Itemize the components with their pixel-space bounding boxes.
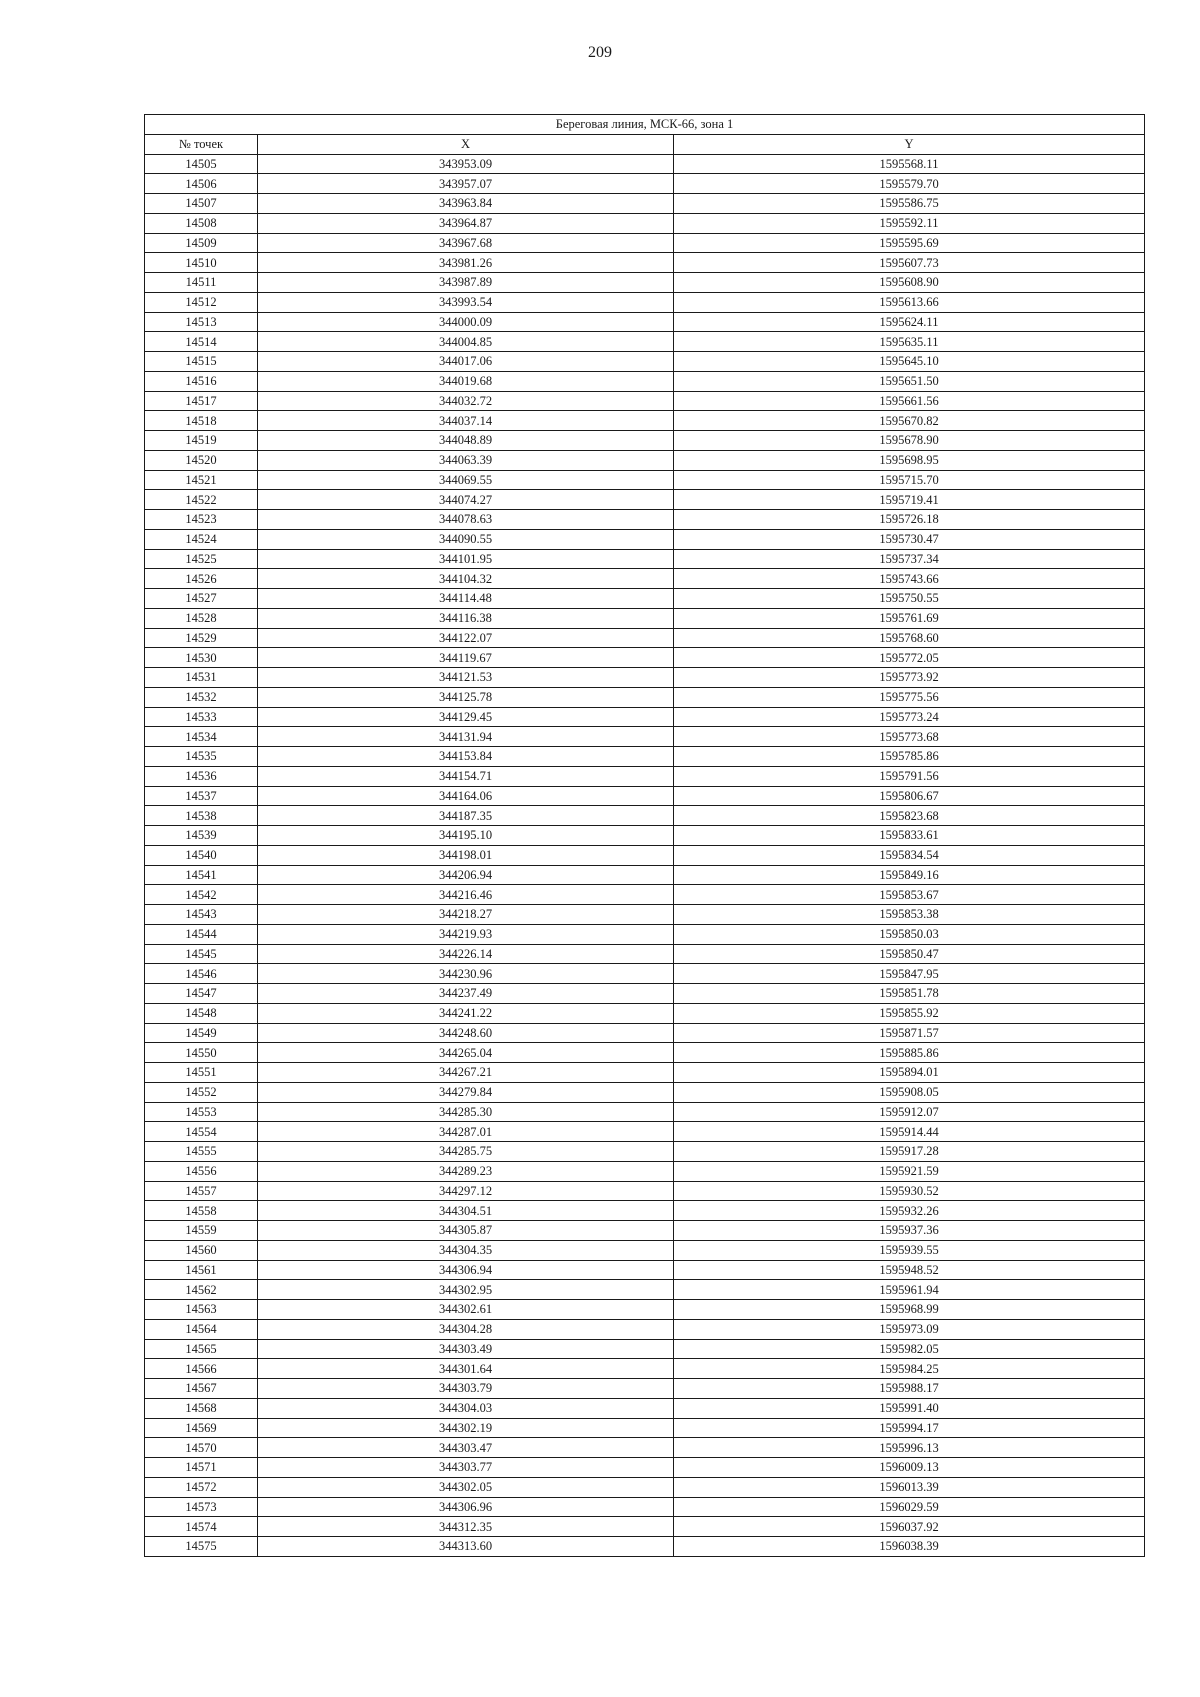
cell-point-number: 14515 xyxy=(145,352,258,372)
table-row xyxy=(145,411,1145,431)
cell-point-number: 14559 xyxy=(145,1221,258,1241)
table-body xyxy=(145,154,1145,1556)
cell-point-number: 14512 xyxy=(145,292,258,312)
table-row xyxy=(145,213,1145,233)
cell-x: 344216.46 xyxy=(258,885,674,905)
cell-y: 1595624.11 xyxy=(674,312,1145,332)
table-row xyxy=(145,371,1145,391)
cell-x: 344198.01 xyxy=(258,845,674,865)
table-row xyxy=(145,648,1145,668)
cell-point-number: 14536 xyxy=(145,766,258,786)
cell-y: 1595849.16 xyxy=(674,865,1145,885)
cell-x: 344285.30 xyxy=(258,1102,674,1122)
table-row xyxy=(145,1537,1145,1557)
cell-y: 1595773.68 xyxy=(674,727,1145,747)
cell-x: 343987.89 xyxy=(258,273,674,293)
table-row xyxy=(145,727,1145,747)
table-row xyxy=(145,905,1145,925)
cell-x: 344129.45 xyxy=(258,707,674,727)
cell-point-number: 14553 xyxy=(145,1102,258,1122)
cell-y: 1595847.95 xyxy=(674,964,1145,984)
cell-x: 344101.95 xyxy=(258,549,674,569)
cell-point-number: 14505 xyxy=(145,154,258,174)
cell-x: 344017.06 xyxy=(258,352,674,372)
table-row xyxy=(145,154,1145,174)
cell-x: 344032.72 xyxy=(258,391,674,411)
table-row xyxy=(145,845,1145,865)
cell-y: 1595917.28 xyxy=(674,1142,1145,1162)
table-row xyxy=(145,253,1145,273)
cell-x: 344116.38 xyxy=(258,608,674,628)
cell-x: 344304.03 xyxy=(258,1398,674,1418)
cell-x: 344063.39 xyxy=(258,450,674,470)
cell-point-number: 14532 xyxy=(145,687,258,707)
table-row xyxy=(145,1102,1145,1122)
table-row xyxy=(145,589,1145,609)
cell-x: 344312.35 xyxy=(258,1517,674,1537)
cell-point-number: 14545 xyxy=(145,944,258,964)
table-row xyxy=(145,786,1145,806)
cell-point-number: 14535 xyxy=(145,747,258,767)
cell-point-number: 14521 xyxy=(145,470,258,490)
cell-point-number: 14528 xyxy=(145,608,258,628)
cell-y: 1595785.86 xyxy=(674,747,1145,767)
cell-x: 344303.77 xyxy=(258,1458,674,1478)
page-number: 209 xyxy=(588,44,612,61)
cell-x: 344302.19 xyxy=(258,1418,674,1438)
cell-y: 1595853.38 xyxy=(674,905,1145,925)
cell-x: 344131.94 xyxy=(258,727,674,747)
cell-x: 344313.60 xyxy=(258,1537,674,1557)
cell-x: 344301.64 xyxy=(258,1359,674,1379)
cell-y: 1596009.13 xyxy=(674,1458,1145,1478)
cell-y: 1595806.67 xyxy=(674,786,1145,806)
table-row xyxy=(145,1082,1145,1102)
table-row xyxy=(145,1339,1145,1359)
table-row xyxy=(145,1517,1145,1537)
table-row xyxy=(145,1300,1145,1320)
cell-point-number: 14567 xyxy=(145,1379,258,1399)
cell-y: 1595968.99 xyxy=(674,1300,1145,1320)
table-row xyxy=(145,470,1145,490)
cell-y: 1595914.44 xyxy=(674,1122,1145,1142)
cell-y: 1595730.47 xyxy=(674,529,1145,549)
table-row xyxy=(145,964,1145,984)
cell-x: 344090.55 xyxy=(258,529,674,549)
cell-point-number: 14543 xyxy=(145,905,258,925)
table-row xyxy=(145,826,1145,846)
cell-point-number: 14574 xyxy=(145,1517,258,1537)
cell-y: 1596029.59 xyxy=(674,1497,1145,1517)
cell-point-number: 14568 xyxy=(145,1398,258,1418)
table-row xyxy=(145,1023,1145,1043)
cell-point-number: 14525 xyxy=(145,549,258,569)
cell-y: 1595912.07 xyxy=(674,1102,1145,1122)
cell-point-number: 14563 xyxy=(145,1300,258,1320)
table-row xyxy=(145,332,1145,352)
table-row xyxy=(145,1319,1145,1339)
cell-point-number: 14507 xyxy=(145,194,258,214)
table-row xyxy=(145,312,1145,332)
cell-y: 1595651.50 xyxy=(674,371,1145,391)
cell-point-number: 14520 xyxy=(145,450,258,470)
cell-y: 1595850.47 xyxy=(674,944,1145,964)
cell-x: 344154.71 xyxy=(258,766,674,786)
table-row xyxy=(145,1359,1145,1379)
cell-point-number: 14551 xyxy=(145,1063,258,1083)
cell-point-number: 14554 xyxy=(145,1122,258,1142)
cell-y: 1595772.05 xyxy=(674,648,1145,668)
cell-y: 1596038.39 xyxy=(674,1537,1145,1557)
cell-y: 1595996.13 xyxy=(674,1438,1145,1458)
cell-y: 1595761.69 xyxy=(674,608,1145,628)
table-row xyxy=(145,1201,1145,1221)
cell-y: 1595994.17 xyxy=(674,1418,1145,1438)
cell-point-number: 14561 xyxy=(145,1260,258,1280)
coordinates-table xyxy=(144,114,1145,1557)
cell-x: 344206.94 xyxy=(258,865,674,885)
cell-point-number: 14517 xyxy=(145,391,258,411)
cell-y: 1595823.68 xyxy=(674,806,1145,826)
cell-y: 1595607.73 xyxy=(674,253,1145,273)
cell-point-number: 14549 xyxy=(145,1023,258,1043)
table-row xyxy=(145,707,1145,727)
cell-x: 344104.32 xyxy=(258,569,674,589)
cell-y: 1595613.66 xyxy=(674,292,1145,312)
cell-point-number: 14550 xyxy=(145,1043,258,1063)
cell-point-number: 14575 xyxy=(145,1537,258,1557)
table-row xyxy=(145,1142,1145,1162)
cell-x: 343964.87 xyxy=(258,213,674,233)
cell-y: 1595991.40 xyxy=(674,1398,1145,1418)
cell-point-number: 14572 xyxy=(145,1477,258,1497)
cell-y: 1595850.03 xyxy=(674,924,1145,944)
cell-x: 344114.48 xyxy=(258,589,674,609)
cell-y: 1595592.11 xyxy=(674,213,1145,233)
header-x: X xyxy=(258,134,674,154)
cell-x: 344226.14 xyxy=(258,944,674,964)
cell-y: 1595932.26 xyxy=(674,1201,1145,1221)
cell-x: 344289.23 xyxy=(258,1161,674,1181)
cell-point-number: 14562 xyxy=(145,1280,258,1300)
cell-point-number: 14565 xyxy=(145,1339,258,1359)
cell-y: 1595773.24 xyxy=(674,707,1145,727)
cell-y: 1595853.67 xyxy=(674,885,1145,905)
cell-point-number: 14506 xyxy=(145,174,258,194)
cell-point-number: 14508 xyxy=(145,213,258,233)
table-header-row xyxy=(145,134,1145,154)
cell-y: 1595988.17 xyxy=(674,1379,1145,1399)
table-row xyxy=(145,766,1145,786)
cell-y: 1595579.70 xyxy=(674,174,1145,194)
cell-x: 344237.49 xyxy=(258,984,674,1004)
cell-point-number: 14546 xyxy=(145,964,258,984)
cell-x: 344241.22 xyxy=(258,1003,674,1023)
cell-x: 344287.01 xyxy=(258,1122,674,1142)
cell-x: 344304.28 xyxy=(258,1319,674,1339)
table-row xyxy=(145,1418,1145,1438)
cell-y: 1595719.41 xyxy=(674,490,1145,510)
cell-y: 1595743.66 xyxy=(674,569,1145,589)
cell-y: 1596013.39 xyxy=(674,1477,1145,1497)
cell-y: 1595948.52 xyxy=(674,1260,1145,1280)
cell-y: 1595939.55 xyxy=(674,1240,1145,1260)
cell-point-number: 14560 xyxy=(145,1240,258,1260)
cell-x: 344306.96 xyxy=(258,1497,674,1517)
cell-point-number: 14523 xyxy=(145,510,258,530)
table-row xyxy=(145,391,1145,411)
table-row xyxy=(145,1221,1145,1241)
cell-x: 344019.68 xyxy=(258,371,674,391)
cell-y: 1595984.25 xyxy=(674,1359,1145,1379)
cell-y: 1595768.60 xyxy=(674,628,1145,648)
table-row xyxy=(145,194,1145,214)
table-row xyxy=(145,1003,1145,1023)
cell-point-number: 14511 xyxy=(145,273,258,293)
table-row xyxy=(145,747,1145,767)
cell-y: 1595586.75 xyxy=(674,194,1145,214)
cell-point-number: 14526 xyxy=(145,569,258,589)
cell-x: 344000.09 xyxy=(258,312,674,332)
table-row xyxy=(145,352,1145,372)
cell-point-number: 14552 xyxy=(145,1082,258,1102)
cell-x: 344303.79 xyxy=(258,1379,674,1399)
cell-x: 344078.63 xyxy=(258,510,674,530)
cell-point-number: 14529 xyxy=(145,628,258,648)
cell-x: 344074.27 xyxy=(258,490,674,510)
table-row xyxy=(145,1477,1145,1497)
cell-point-number: 14570 xyxy=(145,1438,258,1458)
cell-x: 344304.51 xyxy=(258,1201,674,1221)
table-row xyxy=(145,865,1145,885)
table-row xyxy=(145,1438,1145,1458)
cell-point-number: 14533 xyxy=(145,707,258,727)
cell-y: 1595645.10 xyxy=(674,352,1145,372)
header-y: Y xyxy=(674,134,1145,154)
cell-y: 1595750.55 xyxy=(674,589,1145,609)
cell-y: 1595726.18 xyxy=(674,510,1145,530)
cell-x: 344121.53 xyxy=(258,668,674,688)
cell-x: 344302.61 xyxy=(258,1300,674,1320)
cell-x: 344119.67 xyxy=(258,648,674,668)
cell-x: 344267.21 xyxy=(258,1063,674,1083)
cell-y: 1596037.92 xyxy=(674,1517,1145,1537)
cell-y: 1595635.11 xyxy=(674,332,1145,352)
table-row xyxy=(145,569,1145,589)
cell-x: 344187.35 xyxy=(258,806,674,826)
table-row xyxy=(145,1181,1145,1201)
table-row xyxy=(145,1379,1145,1399)
cell-point-number: 14569 xyxy=(145,1418,258,1438)
cell-y: 1595973.09 xyxy=(674,1319,1145,1339)
table-row xyxy=(145,233,1145,253)
cell-y: 1595775.56 xyxy=(674,687,1145,707)
cell-x: 344122.07 xyxy=(258,628,674,648)
cell-x: 344230.96 xyxy=(258,964,674,984)
cell-point-number: 14538 xyxy=(145,806,258,826)
cell-point-number: 14519 xyxy=(145,431,258,451)
table-title-row xyxy=(145,115,1145,135)
cell-y: 1595791.56 xyxy=(674,766,1145,786)
cell-x: 344248.60 xyxy=(258,1023,674,1043)
cell-point-number: 14564 xyxy=(145,1319,258,1339)
cell-y: 1595678.90 xyxy=(674,431,1145,451)
table-row xyxy=(145,885,1145,905)
cell-x: 344048.89 xyxy=(258,431,674,451)
cell-y: 1595698.95 xyxy=(674,450,1145,470)
cell-x: 343993.54 xyxy=(258,292,674,312)
cell-point-number: 14556 xyxy=(145,1161,258,1181)
table-row xyxy=(145,174,1145,194)
table-row xyxy=(145,628,1145,648)
cell-y: 1595851.78 xyxy=(674,984,1145,1004)
cell-y: 1595608.90 xyxy=(674,273,1145,293)
cell-x: 344125.78 xyxy=(258,687,674,707)
table-title: Береговая линия, МСК-66, зона 1 xyxy=(145,115,1145,135)
cell-y: 1595715.70 xyxy=(674,470,1145,490)
cell-point-number: 14516 xyxy=(145,371,258,391)
cell-x: 344302.95 xyxy=(258,1280,674,1300)
cell-point-number: 14531 xyxy=(145,668,258,688)
table-row xyxy=(145,1280,1145,1300)
cell-x: 344303.47 xyxy=(258,1438,674,1458)
cell-x: 344285.75 xyxy=(258,1142,674,1162)
table-row xyxy=(145,431,1145,451)
cell-x: 344279.84 xyxy=(258,1082,674,1102)
cell-x: 344153.84 xyxy=(258,747,674,767)
cell-y: 1595595.69 xyxy=(674,233,1145,253)
table-row xyxy=(145,924,1145,944)
cell-y: 1595568.11 xyxy=(674,154,1145,174)
cell-point-number: 14555 xyxy=(145,1142,258,1162)
cell-point-number: 14510 xyxy=(145,253,258,273)
cell-point-number: 14542 xyxy=(145,885,258,905)
cell-point-number: 14530 xyxy=(145,648,258,668)
table-row xyxy=(145,984,1145,1004)
cell-x: 344304.35 xyxy=(258,1240,674,1260)
cell-x: 344297.12 xyxy=(258,1181,674,1201)
cell-y: 1595961.94 xyxy=(674,1280,1145,1300)
cell-x: 344303.49 xyxy=(258,1339,674,1359)
cell-point-number: 14544 xyxy=(145,924,258,944)
cell-y: 1595661.56 xyxy=(674,391,1145,411)
table-row xyxy=(145,608,1145,628)
cell-point-number: 14527 xyxy=(145,589,258,609)
cell-point-number: 14534 xyxy=(145,727,258,747)
cell-y: 1595930.52 xyxy=(674,1181,1145,1201)
table-row xyxy=(145,1458,1145,1478)
table-row xyxy=(145,1161,1145,1181)
cell-x: 343953.09 xyxy=(258,154,674,174)
cell-point-number: 14539 xyxy=(145,826,258,846)
cell-x: 343981.26 xyxy=(258,253,674,273)
table-row xyxy=(145,687,1145,707)
cell-x: 344195.10 xyxy=(258,826,674,846)
cell-y: 1595833.61 xyxy=(674,826,1145,846)
table-row xyxy=(145,292,1145,312)
table-row xyxy=(145,273,1145,293)
cell-y: 1595670.82 xyxy=(674,411,1145,431)
table-row xyxy=(145,1063,1145,1083)
cell-point-number: 14540 xyxy=(145,845,258,865)
cell-x: 344069.55 xyxy=(258,470,674,490)
cell-point-number: 14558 xyxy=(145,1201,258,1221)
cell-y: 1595737.34 xyxy=(674,549,1145,569)
cell-y: 1595921.59 xyxy=(674,1161,1145,1181)
cell-point-number: 14548 xyxy=(145,1003,258,1023)
cell-x: 344306.94 xyxy=(258,1260,674,1280)
table-row xyxy=(145,549,1145,569)
table-row xyxy=(145,668,1145,688)
cell-y: 1595855.92 xyxy=(674,1003,1145,1023)
cell-point-number: 14541 xyxy=(145,865,258,885)
cell-point-number: 14557 xyxy=(145,1181,258,1201)
cell-point-number: 14509 xyxy=(145,233,258,253)
cell-y: 1595982.05 xyxy=(674,1339,1145,1359)
table-row xyxy=(145,944,1145,964)
cell-point-number: 14573 xyxy=(145,1497,258,1517)
cell-x: 344265.04 xyxy=(258,1043,674,1063)
cell-y: 1595871.57 xyxy=(674,1023,1145,1043)
cell-point-number: 14522 xyxy=(145,490,258,510)
table-row xyxy=(145,510,1145,530)
cell-x: 344037.14 xyxy=(258,411,674,431)
table-row xyxy=(145,1122,1145,1142)
cell-x: 343963.84 xyxy=(258,194,674,214)
cell-point-number: 14524 xyxy=(145,529,258,549)
table-row xyxy=(145,490,1145,510)
cell-point-number: 14513 xyxy=(145,312,258,332)
table-row xyxy=(145,529,1145,549)
table-row xyxy=(145,1240,1145,1260)
cell-x: 344305.87 xyxy=(258,1221,674,1241)
cell-point-number: 14514 xyxy=(145,332,258,352)
table-row xyxy=(145,450,1145,470)
cell-y: 1595894.01 xyxy=(674,1063,1145,1083)
cell-x: 344164.06 xyxy=(258,786,674,806)
cell-y: 1595834.54 xyxy=(674,845,1145,865)
cell-x: 344004.85 xyxy=(258,332,674,352)
cell-x: 343967.68 xyxy=(258,233,674,253)
cell-x: 344219.93 xyxy=(258,924,674,944)
table-row xyxy=(145,1398,1145,1418)
cell-y: 1595908.05 xyxy=(674,1082,1145,1102)
cell-y: 1595773.92 xyxy=(674,668,1145,688)
table-row xyxy=(145,1043,1145,1063)
cell-point-number: 14571 xyxy=(145,1458,258,1478)
table-row xyxy=(145,1260,1145,1280)
cell-x: 344302.05 xyxy=(258,1477,674,1497)
table-row xyxy=(145,806,1145,826)
cell-point-number: 14566 xyxy=(145,1359,258,1379)
cell-point-number: 14518 xyxy=(145,411,258,431)
cell-x: 344218.27 xyxy=(258,905,674,925)
table-row xyxy=(145,1497,1145,1517)
cell-point-number: 14537 xyxy=(145,786,258,806)
cell-y: 1595885.86 xyxy=(674,1043,1145,1063)
cell-x: 343957.07 xyxy=(258,174,674,194)
header-point-number: № точек xyxy=(145,134,258,154)
cell-y: 1595937.36 xyxy=(674,1221,1145,1241)
cell-point-number: 14547 xyxy=(145,984,258,1004)
